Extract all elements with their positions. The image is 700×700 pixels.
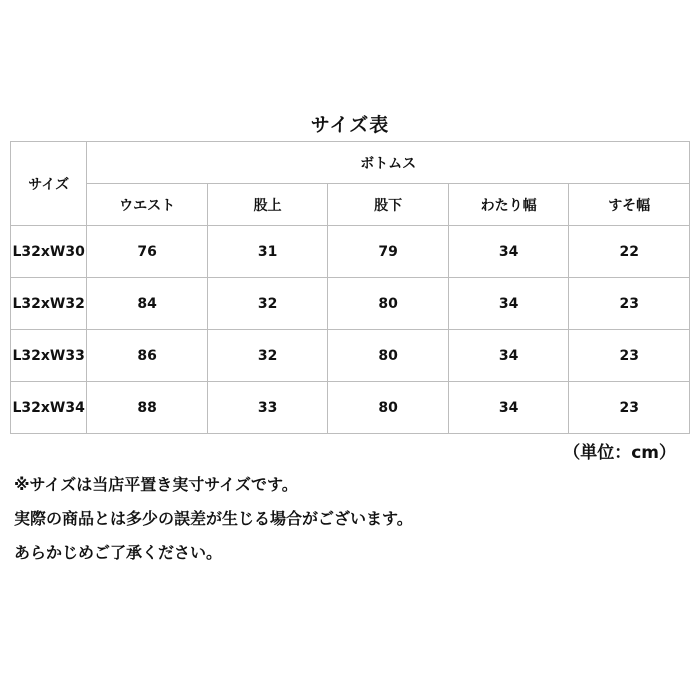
table-row [11, 382, 690, 434]
column-header-thigh: わたり幅 [448, 184, 569, 226]
table-cell: 22 [569, 226, 690, 278]
table-cell: 79 [328, 226, 449, 278]
group-header-cell: ボトムス [87, 142, 690, 184]
column-header-inseam: 股下 [328, 184, 449, 226]
table-cell: 86 [87, 330, 208, 382]
table-cell: 32 [207, 278, 328, 330]
size-header-cell: サイズ [11, 142, 87, 226]
column-header-rise: 股上 [207, 184, 328, 226]
table-cell: 76 [87, 226, 208, 278]
table-row [11, 330, 690, 382]
table-cell: 32 [207, 330, 328, 382]
row-size-label: L32xW32 [11, 278, 87, 330]
column-header-hem: すそ幅 [569, 184, 690, 226]
table-cell: 23 [569, 278, 690, 330]
column-header-row [11, 184, 690, 226]
table-cell: 34 [448, 330, 569, 382]
column-header-waist: ウエスト [87, 184, 208, 226]
table-cell: 80 [328, 330, 449, 382]
row-size-label: L32xW33 [11, 330, 87, 382]
table-cell: 88 [87, 382, 208, 434]
row-size-label: L32xW34 [11, 382, 87, 434]
note-line: ※サイズは当店平置き実寸サイズです。 [14, 475, 298, 494]
size-table [10, 141, 690, 434]
table-row [11, 226, 690, 278]
table-cell: 84 [87, 278, 208, 330]
table-row [11, 278, 690, 330]
table-cell: 34 [448, 382, 569, 434]
table-header-row [11, 142, 690, 184]
table-cell: 23 [569, 382, 690, 434]
table-cell: 31 [207, 226, 328, 278]
table-cell: 33 [207, 382, 328, 434]
unit-note: （単位：cm） [563, 443, 676, 463]
table-cell: 80 [328, 278, 449, 330]
table-cell: 23 [569, 330, 690, 382]
table-cell: 34 [448, 278, 569, 330]
note-line: あらかじめご了承ください。 [14, 543, 223, 562]
page-title: サイズ表 [310, 114, 390, 136]
row-size-label: L32xW30 [11, 226, 87, 278]
note-line: 実際の商品とは多少の誤差が生じる場合がございます。 [14, 509, 413, 528]
table-cell: 80 [328, 382, 449, 434]
notes [14, 472, 413, 574]
table-cell: 34 [448, 226, 569, 278]
